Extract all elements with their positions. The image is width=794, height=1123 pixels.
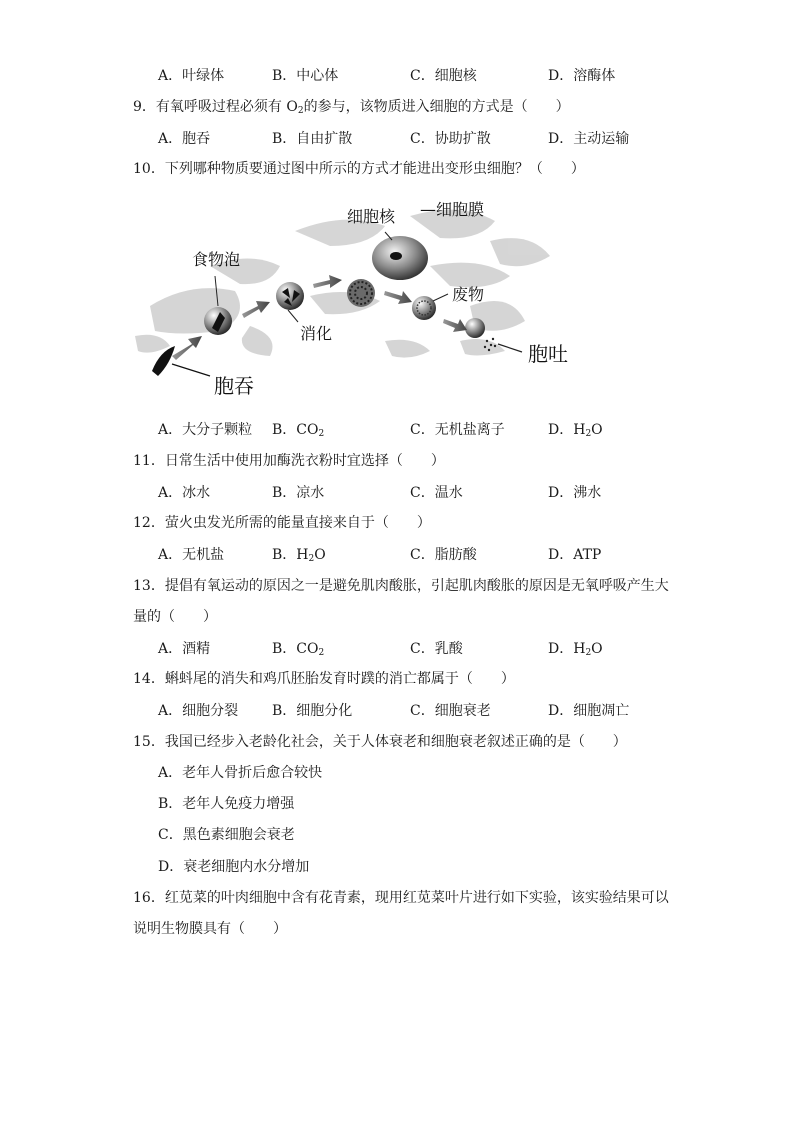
q15-option-a: A．老年人骨折后愈合较快 <box>158 765 323 781</box>
amoeba-diagram <box>130 196 600 406</box>
exocytosis-label: 胞吐 <box>528 342 568 366</box>
q15-option-c: C．黑色素细胞会衰老 <box>158 827 295 843</box>
q14-option-b: B．细胞分化 <box>272 703 353 719</box>
q14-option-d: D．细胞凋亡 <box>548 703 630 719</box>
q11-option-b: B．凉水 <box>272 485 325 501</box>
waste-label: 废物 <box>452 285 485 304</box>
nucleus-label: 细胞核 <box>347 207 396 226</box>
q10-option-a: A．大分子颗粒 <box>158 422 253 438</box>
exocytosis-vesicle-shape <box>465 318 485 338</box>
q9-option-b: B．自由扩散 <box>272 131 353 147</box>
q8-option-a: A．叶绿体 <box>158 68 225 84</box>
q12-stem: 12．萤火虫发光所需的能量直接来自于（ ） <box>133 515 431 531</box>
q9-option-c: C．协助扩散 <box>410 131 491 147</box>
q9-stem: 9．有氧呼吸过程必须有 $O_2$的参与，该物质进入细胞的方式是（ ） <box>133 99 570 116</box>
q14-option-c: C．细胞衰老 <box>410 703 491 719</box>
q12-option-c: C．脂肪酸 <box>410 547 477 563</box>
q8-option-b: B．中心体 <box>272 68 339 84</box>
q15-option-b: B．老年人免疫力增强 <box>158 796 295 812</box>
q15-stem: 15．我国已经步入老龄化社会，关于人体衰老和细胞衰老叙述正确的是（ ） <box>133 734 627 750</box>
q14-stem: 14．蝌蚪尾的消失和鸡爪胚胎发育时蹼的消亡都属于（ ） <box>133 671 515 687</box>
q10-option-b: B．$CO_2$ <box>272 422 325 439</box>
waste-vesicle-shape <box>412 296 436 320</box>
q11-option-a: A．冰水 <box>158 485 211 501</box>
q16-stem-line2: 说明生物膜具有（ ） <box>133 921 287 937</box>
digestion-label: 消化 <box>300 324 333 343</box>
q13-option-a: A．酒精 <box>158 641 211 657</box>
food-vacuole-label: 食物泡 <box>192 250 241 269</box>
q9-option-a: A．胞吞 <box>158 131 211 147</box>
q10-option-d: D．$H_2O$ <box>548 422 603 439</box>
digesting-vesicle-shape <box>276 282 304 310</box>
q11-option-c: C．温水 <box>410 485 463 501</box>
membrane-label: —细胞膜 <box>420 200 485 219</box>
q8-option-c: C．细胞核 <box>410 68 477 84</box>
q15-option-d: D．衰老细胞内水分增加 <box>158 859 310 875</box>
q10-option-c: C．无机盐离子 <box>410 422 505 438</box>
q11-stem: 11．日常生活中使用加酶洗衣粉时宜选择（ ） <box>133 453 445 469</box>
q9-option-d: D．主动运输 <box>548 131 630 147</box>
q16-stem-line1: 16．红苋菜的叶肉细胞中含有花青素，现用红苋菜叶片进行如下实验，该实验结果可以 <box>133 890 669 906</box>
q13-stem-line2: 量的（ ） <box>133 609 217 625</box>
q12-option-a: A．无机盐 <box>158 547 225 563</box>
q13-option-c: C．乳酸 <box>410 641 463 657</box>
q10-stem: 10．下列哪种物质要通过图中所示的方式才能进出变形虫细胞？（ ） <box>133 161 585 177</box>
q13-option-b: B．$CO_2$ <box>272 641 325 658</box>
q13-stem-line1: 13．提倡有氧运动的原因之一是避免肌肉酸胀，引起肌肉酸胀的原因是无氧呼吸产生大 <box>133 578 669 594</box>
q12-option-b: B．$H_2O$ <box>272 547 326 564</box>
amoeba-endocytosis-figure <box>130 196 600 406</box>
q12-option-d: D．ATP <box>548 547 602 563</box>
cytoplasm-texture <box>135 210 550 358</box>
q11-option-d: D．沸水 <box>548 485 602 501</box>
q14-option-a: A．细胞分裂 <box>158 703 239 719</box>
endocytosis-label: 胞吞 <box>214 374 254 398</box>
q13-option-d: D．$H_2O$ <box>548 641 603 658</box>
q8-option-d: D．溶酶体 <box>548 68 616 84</box>
digested-vesicle-shape <box>347 279 375 307</box>
